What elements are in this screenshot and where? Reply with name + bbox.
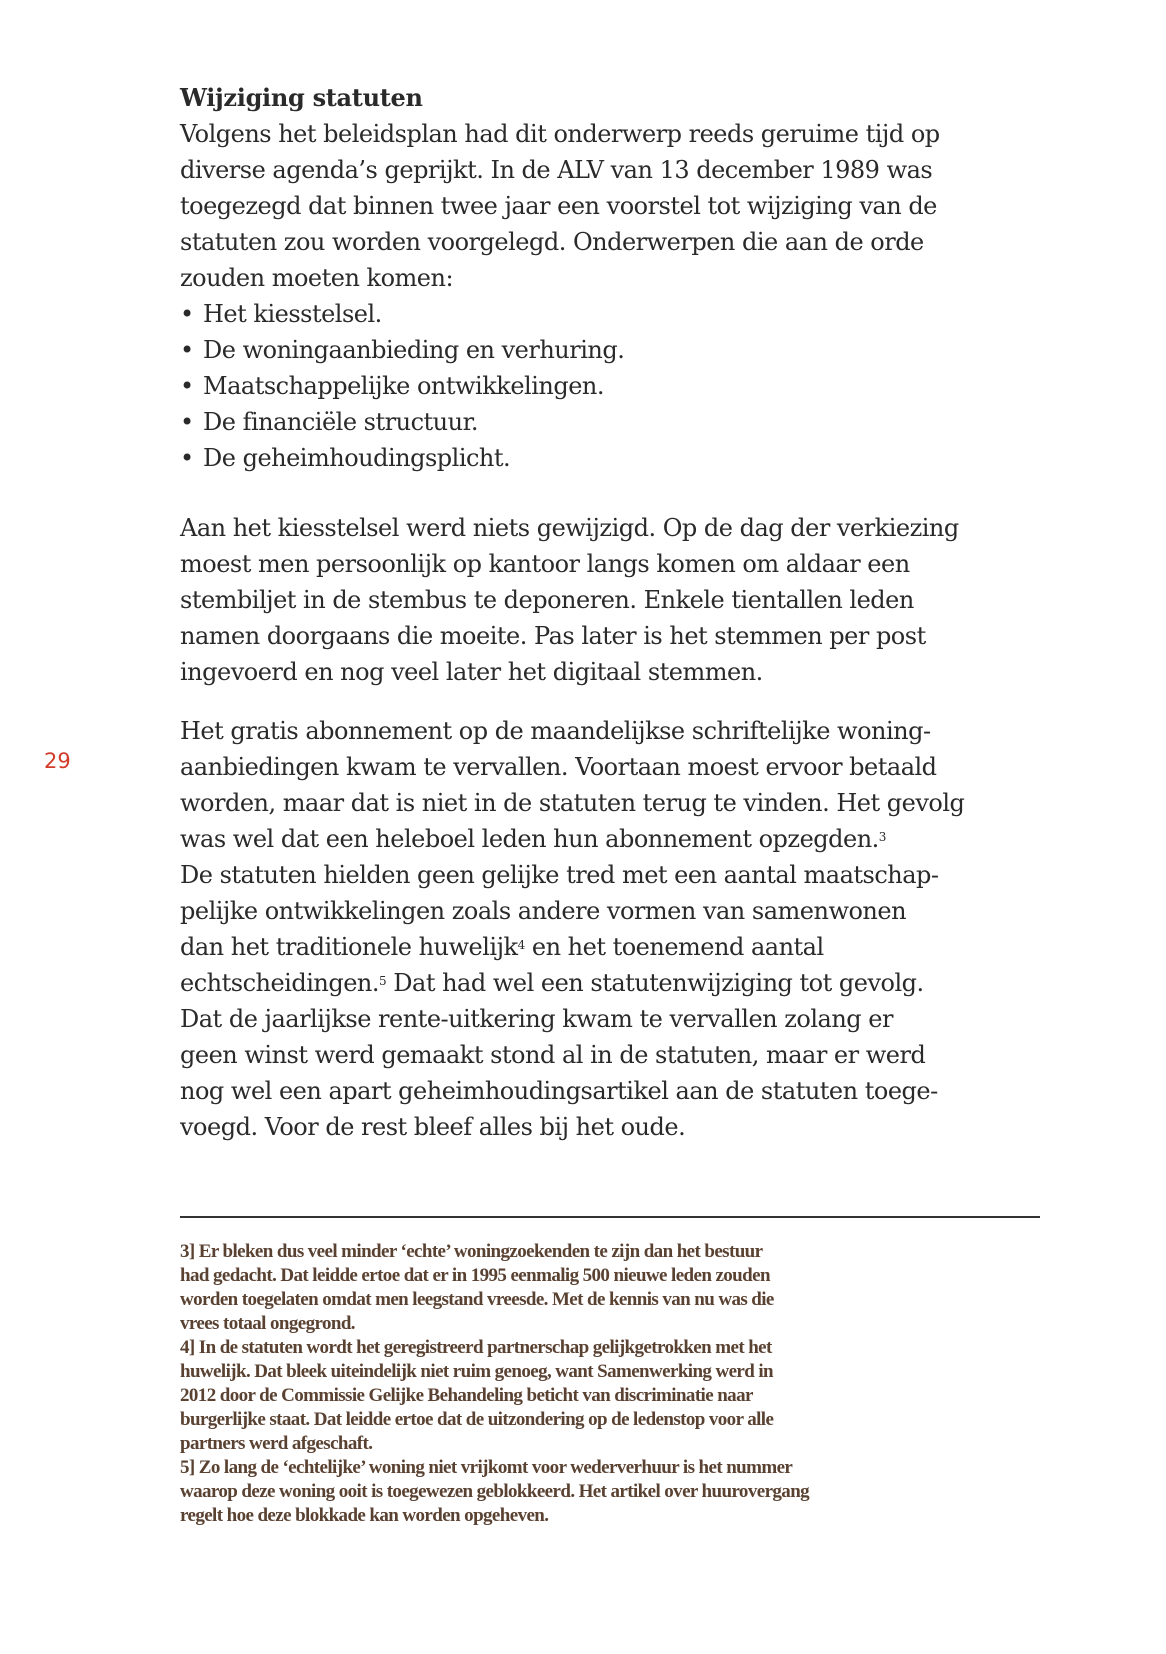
footnote-line: burgerlijke staat. Dat leidde ertoe dat de uitzondering op de ledenstop voor alle (180, 1409, 774, 1430)
line-text: Dat had wel een statutenwijziging tot gevolg. (386, 969, 924, 997)
bullet-item (180, 407, 478, 437)
footnote-line: regelt hoe deze blokkade kan worden opgeheven. (180, 1505, 549, 1526)
bullet-text: Maatschappelijke ontwikkelingen. (203, 372, 604, 400)
body-line: worden, maar dat is niet in de statuten terug te vinden. Het gevolg (180, 789, 965, 817)
body-line: aanbiedingen kwam te vervallen. Voortaan moest ervoor betaald (180, 753, 937, 781)
body-line: namen doorgaans die moeite. Pas later is het stemmen per post (180, 622, 926, 650)
body-line: diverse agenda’s geprijkt. In de ALV van 13 december 1989 was (180, 156, 933, 184)
bullet-text: De woningaanbieding en verhuring. (203, 336, 625, 364)
footnote-line: huwelijk. Dat bleek uiteindelijk niet ruim genoeg, want Samenwerking werd in (180, 1361, 774, 1382)
footnote-ref-3[interactable]: 3 (878, 830, 886, 844)
footnote-line: waarop deze woning ooit is toegewezen geblokkeerd. Het artikel over huurovergang (180, 1481, 810, 1502)
footnote-line: vrees totaal ongegrond. (180, 1313, 355, 1334)
page-number: 29 (44, 749, 71, 773)
body-line (180, 932, 824, 962)
line-text: was wel dat een heleboel leden hun abonnement opzegden. (180, 825, 879, 853)
body-line: zouden moeten komen: (180, 264, 454, 292)
footnote-line: worden toegelaten omdat men leegstand vreesde. Met de kennis van nu was die (180, 1289, 774, 1310)
footnote-line: 4] In de statuten wordt het geregistreerd partnerschap gelijkgetrokken met het (180, 1337, 772, 1358)
bullet-item (180, 371, 604, 401)
footnote-divider (180, 1216, 1040, 1218)
bullet-item (180, 335, 624, 365)
line-text: echtscheidingen. (180, 969, 379, 997)
bullet-item (180, 443, 510, 473)
footnote-ref-5[interactable]: 5 (379, 974, 387, 988)
body-line (180, 824, 886, 854)
body-line (180, 968, 924, 998)
bullet-text: Het kiesstelsel. (203, 300, 382, 328)
body-line: nog wel een apart geheimhoudingsartikel aan de statuten toege- (180, 1077, 938, 1105)
line-text: en het toenemend aantal (524, 933, 824, 961)
footnote-ref-4[interactable]: 4 (517, 938, 525, 952)
body-line: Volgens het beleidsplan had dit onderwerp reeds geruime tijd op (180, 120, 940, 148)
body-line: toegezegd dat binnen twee jaar een voorstel tot wijziging van de (180, 192, 937, 220)
body-line: Het gratis abonnement op de maandelijkse schriftelijke woning- (180, 717, 931, 745)
body-line: geen winst werd gemaakt stond al in de statuten, maar er werd (180, 1041, 926, 1069)
footnote-line: 5] Zo lang de ‘echtelijke’ woning niet vrijkomt voor wederverhuur is het nummer (180, 1457, 793, 1478)
body-line: De statuten hielden geen gelijke tred met een aantal maatschap- (180, 861, 939, 889)
line-text: dan het traditionele huwelijk (180, 933, 518, 961)
section-heading: Wijziging statuten (180, 83, 423, 112)
footnote-line: 2012 door de Commissie Gelijke Behandeling beticht van discriminatie naar (180, 1385, 753, 1406)
footnote-line: had gedacht. Dat leidde ertoe dat er in 1995 eenmalig 500 nieuwe leden zouden (180, 1265, 770, 1286)
body-line: Dat de jaarlijkse rente-uitkering kwam te vervallen zolang er (180, 1005, 893, 1033)
body-line: moest men persoonlijk op kantoor langs komen om aldaar een (180, 550, 910, 578)
body-line: Aan het kiesstelsel werd niets gewijzigd. Op de dag der verkiezing (180, 514, 959, 542)
body-line: pelijke ontwikkelingen zoals andere vormen van samenwonen (180, 897, 907, 925)
body-line: ingevoerd en nog veel later het digitaal stemmen. (180, 658, 763, 686)
bullet-item (180, 299, 382, 329)
bullet-text: De financiële structuur. (203, 408, 479, 436)
body-line: stembiljet in de stembus te deponeren. Enkele tientallen leden (180, 586, 914, 614)
body-line: statuten zou worden voorgelegd. Onderwerpen die aan de orde (180, 228, 924, 256)
body-line: voegd. Voor de rest bleef alles bij het oude. (180, 1113, 686, 1141)
footnote-line: partners werd afgeschaft. (180, 1433, 373, 1454)
footnote-line: 3] Er bleken dus veel minder ‘echte’ woningzoekenden te zijn dan het bestuur (180, 1241, 763, 1262)
bullet-text: De geheimhoudingsplicht. (203, 444, 511, 472)
